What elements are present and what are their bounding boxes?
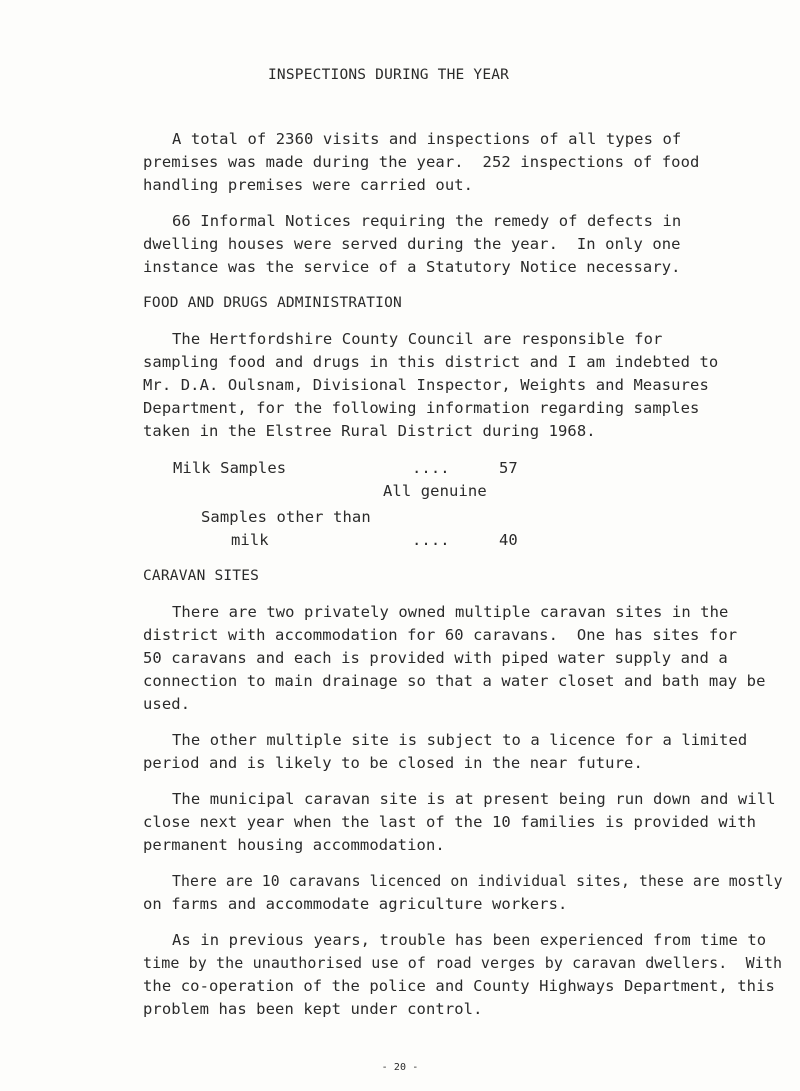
paragraph-line: instance was the service of a Statutory Notice necessary. <box>143 258 681 276</box>
leader-dots: .... <box>412 531 450 549</box>
paragraph-line: handling premises were carried out. <box>143 176 474 194</box>
paragraph-line: time by the unauthorised use of road verges by caravan dwellers. With <box>143 954 783 972</box>
other-samples-value: 40 <box>499 531 518 549</box>
paragraph-line: on farms and accommodate agriculture workers. <box>143 895 568 913</box>
paragraph-line: dwelling houses were served during the year. In only one <box>143 235 681 253</box>
milk-samples-label: Milk Samples <box>173 459 287 477</box>
milk-samples-note: All genuine <box>383 482 487 500</box>
paragraph-line: taken in the Elstree Rural District during 1968. <box>143 422 596 440</box>
paragraph-line: The Hertfordshire County Council are responsible for <box>172 330 663 348</box>
paragraph-line: The other multiple site is subject to a licence for a limited <box>172 731 748 749</box>
paragraph-line: close next year when the last of the 10 families is provided with <box>143 813 757 831</box>
paragraph-line: 50 caravans and each is provided with piped water supply and a <box>143 649 728 667</box>
paragraph-line: premises was made during the year. 252 inspections of food <box>143 153 700 171</box>
paragraph-line: permanent housing accommodation. <box>143 836 445 854</box>
milk-samples-value: 57 <box>499 459 518 477</box>
paragraph-line: period and is likely to be closed in the near future. <box>143 754 643 772</box>
page-number: - 20 - <box>381 1062 419 1073</box>
paragraph-line: sampling food and drugs in this district and I am indebted to <box>143 353 719 371</box>
paragraph-line: There are 10 caravans licenced on individual sites, these are mostly <box>172 873 783 890</box>
paragraph-line: problem has been kept under control. <box>143 1000 483 1018</box>
paragraph-line: 66 Informal Notices requiring the remedy of defects in <box>172 212 682 230</box>
page-title: INSPECTIONS DURING THE YEAR <box>268 67 510 83</box>
paragraph-line: connection to main drainage so that a water closet and bath may be <box>143 672 766 690</box>
section-heading: CARAVAN SITES <box>143 568 260 584</box>
paragraph-line: district with accommodation for 60 caravans. One has sites for <box>143 626 738 644</box>
paragraph-line: Department, for the following information regarding samples <box>143 399 700 417</box>
paragraph-line: used. <box>143 695 191 713</box>
paragraph-line: The municipal caravan site is at present being run down and will <box>172 790 776 808</box>
section-heading: FOOD AND DRUGS ADMINISTRATION <box>143 295 402 311</box>
paragraph-line: the co-operation of the police and County Highways Department, this <box>143 977 775 995</box>
paragraph-line: A total of 2360 visits and inspections of all types of <box>172 130 682 148</box>
paragraph-line: There are two privately owned multiple caravan sites in the <box>172 603 729 621</box>
leader-dots: .... <box>412 459 450 477</box>
other-samples-label: milk <box>231 531 269 549</box>
paragraph-line: As in previous years, trouble has been experienced from time to <box>172 931 767 949</box>
paragraph-line: Mr. D.A. Oulsnam, Divisional Inspector, Weights and Measures <box>143 376 709 394</box>
other-samples-label: Samples other than <box>201 508 371 526</box>
